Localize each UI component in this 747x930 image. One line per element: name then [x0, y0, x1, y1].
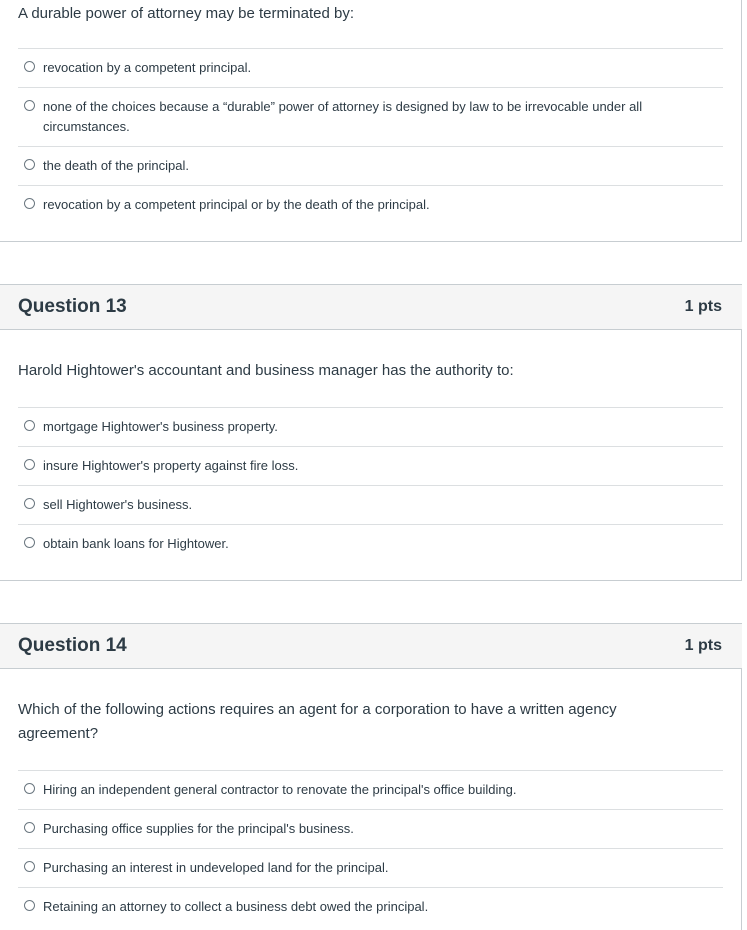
question-13-prompt: Harold Hightower's accountant and business manager has the authority to:: [18, 362, 514, 379]
answer-label: sell Hightower's business.: [43, 497, 193, 512]
answer-label: insure Hightower's property against fire loss.: [43, 458, 299, 473]
answer-label: the death of the principal.: [43, 158, 189, 173]
question-13-title: Question 13: [18, 296, 127, 317]
answer-option[interactable]: [18, 848, 723, 887]
question-14-points: 1 pts: [684, 637, 722, 654]
radio-button[interactable]: [24, 783, 35, 794]
radio-button[interactable]: [24, 861, 35, 872]
answer-option[interactable]: [18, 48, 723, 87]
radio-button[interactable]: [24, 420, 35, 431]
question-13-answers: [18, 407, 723, 563]
question-14-title: Question 14: [18, 635, 127, 656]
answer-label: none of the choices because a “durable” power of attorney is designed by law to be irrevocable under all circumstances.: [43, 99, 643, 134]
answer-option[interactable]: [18, 407, 723, 446]
question-12-answers: [18, 48, 723, 224]
question-13-header: [0, 284, 742, 330]
question-12-prompt: A durable power of attorney may be terminated by:: [18, 5, 355, 22]
question-14-body: [0, 669, 742, 930]
radio-button[interactable]: [24, 100, 35, 111]
radio-button[interactable]: [24, 900, 35, 911]
radio-button[interactable]: [24, 822, 35, 833]
question-12-card: [0, 0, 742, 242]
question-14-prompt: Which of the following actions requires an agent for a corporation to have a written agency agreement?: [18, 701, 617, 742]
answer-option[interactable]: [18, 524, 723, 563]
radio-button[interactable]: [24, 159, 35, 170]
answer-label: revocation by a competent principal or by the death of the principal.: [43, 197, 430, 212]
answer-label: Purchasing office supplies for the principal's business.: [43, 821, 354, 836]
radio-button[interactable]: [24, 61, 35, 72]
answer-label: obtain bank loans for Hightower.: [43, 536, 229, 551]
radio-button[interactable]: [24, 537, 35, 548]
question-14-answers: [18, 770, 723, 926]
answer-option[interactable]: [18, 809, 723, 848]
answer-option[interactable]: [18, 887, 723, 926]
answer-label: Hiring an independent general contractor to renovate the principal's office building.: [43, 782, 517, 797]
answer-label: revocation by a competent principal.: [43, 60, 252, 75]
question-13-body: [0, 330, 742, 581]
answer-option[interactable]: [18, 770, 723, 809]
radio-button[interactable]: [24, 198, 35, 209]
answer-option[interactable]: [18, 146, 723, 185]
radio-button[interactable]: [24, 498, 35, 509]
answer-option[interactable]: [18, 446, 723, 485]
question-13-points: 1 pts: [684, 298, 722, 315]
answer-label: Purchasing an interest in undeveloped land for the principal.: [43, 860, 389, 875]
question-14-header: [0, 623, 742, 669]
answer-label: Retaining an attorney to collect a business debt owed the principal.: [43, 899, 429, 914]
answer-option[interactable]: [18, 185, 723, 224]
answer-option[interactable]: [18, 87, 723, 146]
answer-option[interactable]: [18, 485, 723, 524]
radio-button[interactable]: [24, 459, 35, 470]
answer-label: mortgage Hightower's business property.: [43, 419, 278, 434]
